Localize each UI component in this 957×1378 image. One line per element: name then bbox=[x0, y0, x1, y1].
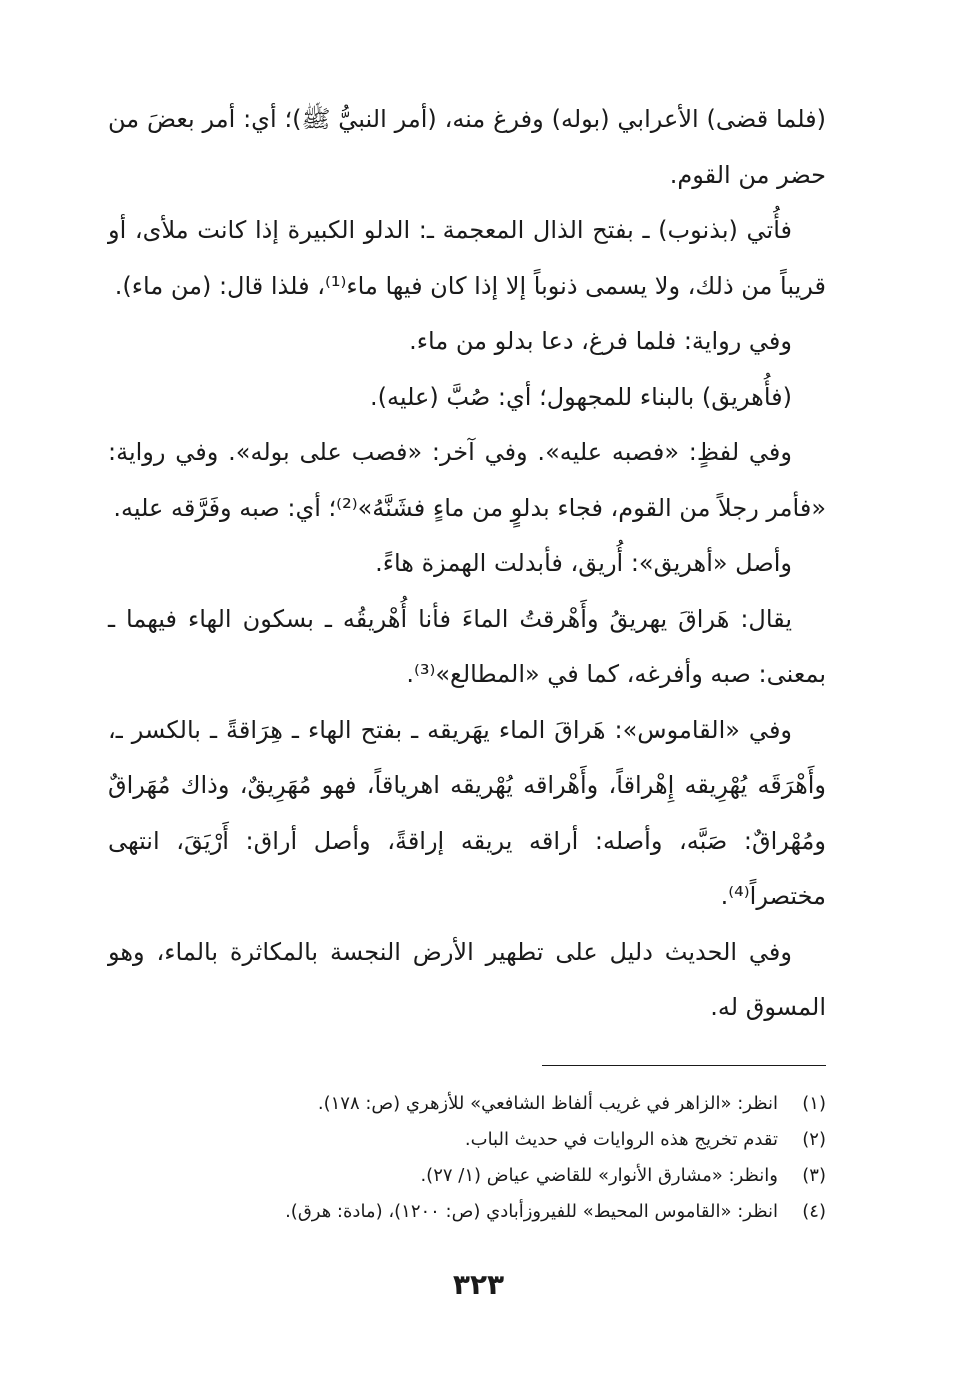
footnote-text: انظر: «القاموس المحيط» للفيروزأبادي (ص: ١٢٠٠)، (مادة: هرق). bbox=[285, 1201, 778, 1222]
paragraph-6: وأصل «أهريق»: أُريق، فأبدلت الهمزة هاءً. bbox=[375, 549, 792, 577]
footnote-text: تقدم تخريج هذه الروايات في حديث الباب. bbox=[464, 1129, 778, 1150]
paragraph-7: يقال: هَراقَ يهريقُ وأَهْرقتُ الماءَ فأنا أُهْريقُه ـ بسكون الهاء فيهما ـ بمعنى: صبه وأفرغه، كما في «المطالع»⁽³⁾. bbox=[108, 604, 826, 688]
footnote-text: وانظر: «مشارق الأنوار» للقاضي عياض (١/ ٢٧). bbox=[420, 1165, 778, 1186]
paragraph-1: (فلما قضى) الأعرابي (بوله) وفرغ منه، (أمر النبيُّ ﷺ)؛ أي: أمر بعضَ من حضر من القوم. bbox=[108, 105, 826, 189]
paragraph-9: وفي الحديث دليل على تطهير الأرض النجسة بالمكاثرة بالماء، وهو المسوق له. bbox=[108, 937, 826, 1021]
page-number: ٣٢٣ bbox=[452, 1268, 505, 1301]
paragraph-4: (فأُهريق) بالبناء للمجهول؛ أي: صُبَّ (عليه). bbox=[369, 382, 792, 411]
footnote-text: انظر: «الزاهر في غريب ألفاظ الشافعي» للأزهري (ص: ١٧٨). bbox=[317, 1093, 778, 1114]
footnote-2 bbox=[108, 1122, 826, 1158]
footnote-4 bbox=[108, 1194, 826, 1230]
paragraph-5: وفي لفظٍ: «فصبه عليه». وفي آخر: «فصب على بوله». وفي رواية: «فأمر رجلاً من القوم، فجاء بدلوٍ من ماءٍ فشَنَّهُ»⁽²⁾؛ أي: صبه وفَرَّقه عليه. bbox=[108, 438, 826, 522]
paragraph-3: وفي رواية: فلما فرغ، دعا بدلو من ماء. bbox=[409, 327, 792, 355]
paragraph-2: فأُتي (بذنوب) ـ بفتح الذال المعجمة ـ: الدلو الكبيرة إذا كانت ملأى، أو قريباً من ذلك، ولا يسمى ذنوباً إلا إذا كان فيها ماء⁽¹⁾، فلذا قال: (من ماء). bbox=[108, 216, 826, 300]
footnote-number: (١) bbox=[802, 1093, 826, 1114]
footnote-number: (٣) bbox=[802, 1165, 826, 1186]
footnote-number: (٢) bbox=[802, 1129, 826, 1150]
footnotes bbox=[108, 1086, 826, 1230]
footnote-1 bbox=[108, 1086, 826, 1122]
main-text bbox=[108, 92, 826, 1036]
footnote-number: (٤) bbox=[802, 1201, 826, 1222]
paragraph-8: وفي «القاموس»: هَراقَ الماء يهَريقه ـ بفتح الهاء ـ هِرَاقةً ـ بالكسر ـ، وأَهْرَقَه يُهْرِيقه إِهْراقاً، وأَهْراقه يُهْريقه اهرياقاً، فهو مُهَرِيقٌ، وذاك مُهَراقٌ ومُهْراقٌ: صَبَّه، وأصله: أراقه يريقه إراقةً، وأصل أراق: أَرْيَقَ، انتهى مختصراً⁽⁴⁾. bbox=[108, 715, 826, 910]
footnote-divider bbox=[542, 1065, 826, 1066]
footnote-3 bbox=[108, 1158, 826, 1194]
